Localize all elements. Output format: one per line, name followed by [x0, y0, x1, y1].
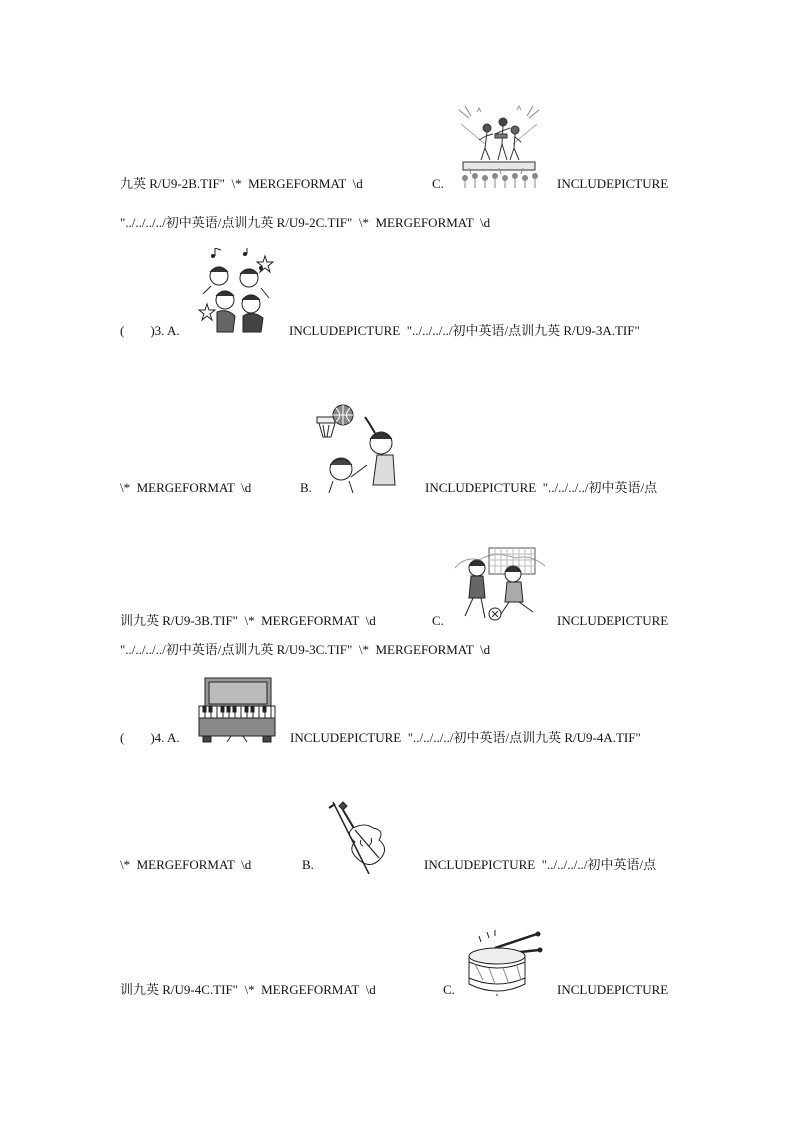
question-number: ( )4. A.: [120, 730, 180, 745]
text-fragment: 九英 R/U9-2B.TIF" \* MERGEFORMAT \d: [120, 176, 363, 191]
text-fragment: 训九英 R/U9-3B.TIF" \* MERGEFORMAT \d: [120, 613, 376, 628]
text-line: [0, 213, 800, 233]
option-label: C.: [432, 613, 444, 628]
text-line: [0, 611, 800, 631]
text-line: [0, 174, 800, 194]
text-fragment: INCLUDEPICTURE "../../../../初中英语/点: [425, 480, 658, 495]
option-label: C.: [432, 176, 444, 191]
soccer-picture: [455, 546, 545, 628]
text-fragment: "../../../../初中英语/点训九英 R/U9-2C.TIF" \* MERGEFORMAT \d: [120, 215, 491, 230]
text-line: [0, 640, 800, 660]
text-line: [0, 321, 800, 341]
text-fragment: INCLUDEPICTURE "../../../../初中英语/点训九英 R/U9-4A.TIF": [290, 730, 641, 745]
piano-picture: [197, 676, 277, 744]
text-fragment: \* MERGEFORMAT \d: [120, 857, 252, 872]
text-fragment: \* MERGEFORMAT \d: [120, 480, 252, 495]
question-number: ( )3. A.: [120, 323, 180, 338]
text-fragment: INCLUDEPICTURE: [557, 982, 669, 997]
drum-picture: [465, 928, 545, 998]
text-fragment: "../../../../初中英语/点训九英 R/U9-3C.TIF" \* MERGEFORMAT \d: [120, 642, 491, 657]
text-line: [0, 855, 800, 875]
concert-stage-picture: [455, 104, 543, 190]
text-line: [0, 728, 800, 748]
singing-children-picture: [197, 248, 275, 334]
option-label: B.: [302, 857, 314, 872]
text-fragment: 训九英 R/U9-4C.TIF" \* MERGEFORMAT \d: [120, 982, 376, 997]
text-line: [0, 478, 800, 498]
text-fragment: INCLUDEPICTURE "../../../../初中英语/点训九英 R/U9-3A.TIF": [289, 323, 640, 338]
text-fragment: INCLUDEPICTURE "../../../../初中英语/点: [424, 857, 657, 872]
basketball-picture: [315, 403, 399, 493]
violin-picture: [325, 800, 397, 874]
option-label: B.: [300, 480, 312, 495]
text-fragment: INCLUDEPICTURE: [557, 613, 669, 628]
option-label: C.: [443, 982, 455, 997]
text-fragment: INCLUDEPICTURE: [557, 176, 669, 191]
text-line: [0, 980, 800, 1000]
